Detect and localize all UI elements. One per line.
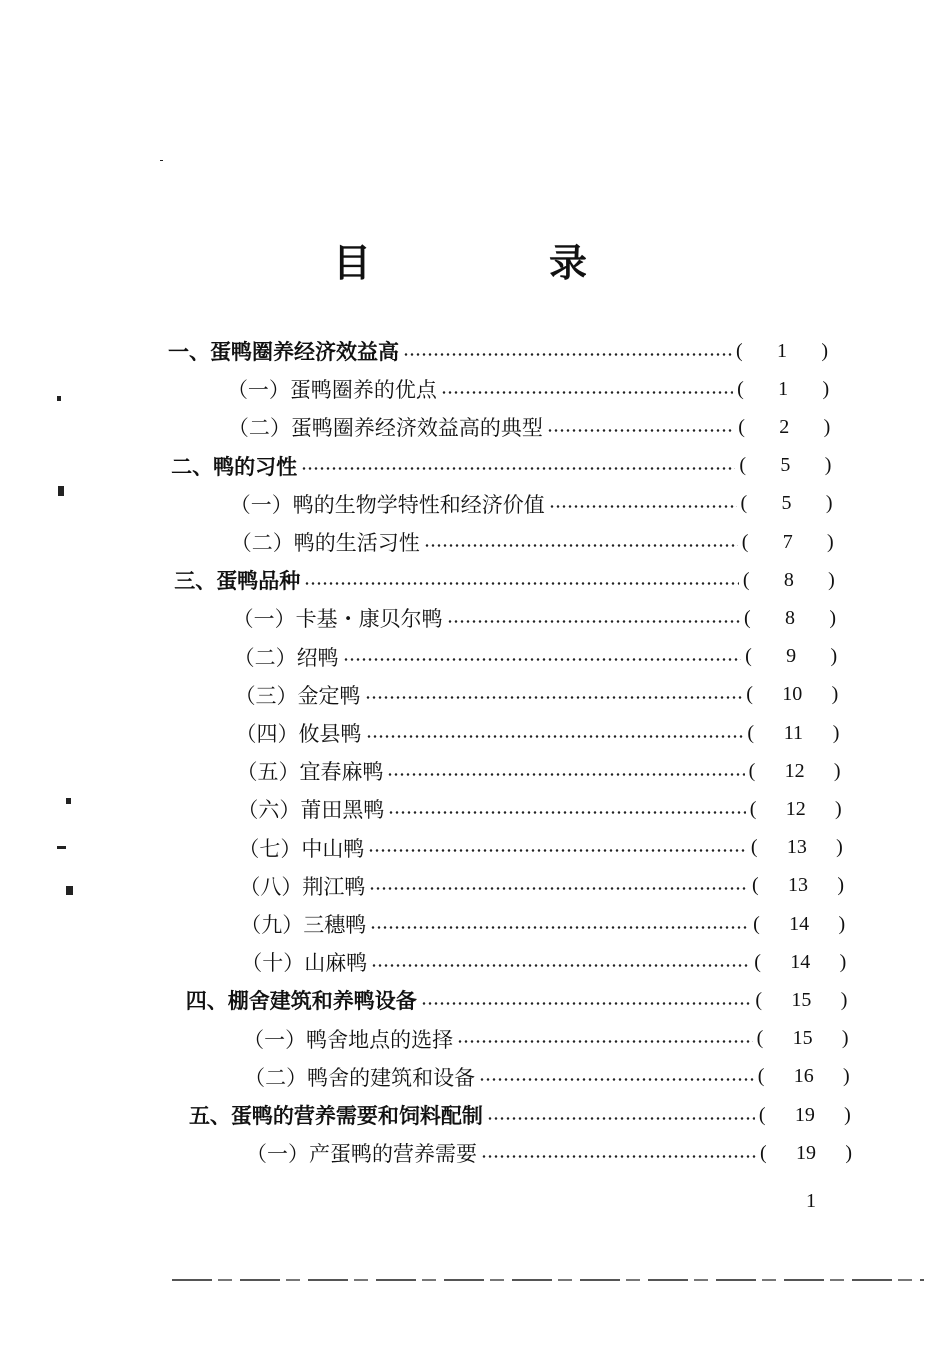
scan-speck: [58, 486, 64, 496]
toc-entry-label: （四）攸县鸭: [235, 722, 362, 746]
dot-leader: [441, 391, 733, 394]
toc-entry-label: （二）鸭舍的建筑和设备: [244, 1065, 476, 1090]
toc-entry-page: [738, 416, 830, 439]
toc-entry-label: （一）鸭舍地点的选择: [243, 1027, 454, 1052]
paren-open: (: [753, 912, 760, 935]
paren-open: (: [741, 530, 749, 553]
paren-close: ): [845, 1141, 852, 1164]
toc-entry-label: 一、蛋鸭圈养经济效益高: [168, 339, 399, 364]
page-number: 1: [806, 1190, 816, 1212]
toc-entry: [168, 332, 828, 370]
toc-entry-page: [743, 569, 835, 592]
dot-leader: [369, 887, 748, 890]
toc-entry-page: [747, 722, 839, 745]
toc-entry: [246, 1134, 852, 1172]
toc-page-number: 12: [784, 759, 805, 782]
toc-entry: [241, 943, 846, 981]
paren-close: ): [828, 568, 835, 591]
toc-page-number: 13: [787, 874, 808, 897]
paren-close: ): [832, 721, 840, 744]
paren-open: (: [737, 377, 744, 400]
dot-leader: [424, 544, 738, 547]
toc-page-number: 10: [782, 683, 803, 706]
paren-open: (: [749, 797, 757, 820]
paren-open: (: [746, 683, 753, 706]
toc-entry-page: [737, 378, 829, 401]
toc-entry-label: （二）蛋鸭圈养经济效益高的典型: [227, 416, 543, 441]
paren-close: ): [839, 950, 847, 973]
dot-leader: [479, 1078, 754, 1081]
dot-leader: [487, 1117, 755, 1120]
dot-leader: [304, 582, 739, 585]
toc-entry-page: [752, 874, 844, 897]
paren-open: (: [757, 1065, 765, 1088]
paren-open: (: [747, 721, 755, 744]
toc-entry-label: （十）山麻鸭: [241, 951, 368, 976]
toc-entry-label: （八）荆江鸭: [239, 874, 366, 899]
toc-entry: [239, 867, 844, 905]
paren-close: ): [843, 1065, 850, 1088]
paren-open: (: [755, 988, 763, 1011]
paren-close: ): [838, 912, 846, 935]
toc-entry-page: [744, 607, 836, 630]
scan-speck: [66, 886, 73, 895]
toc-entry-page: [736, 340, 828, 363]
paren-close: ): [841, 1027, 849, 1050]
paren-close: ): [824, 454, 832, 477]
scan-speck: [57, 846, 66, 849]
toc-entry-page: [759, 1104, 851, 1127]
page-title: 目 录: [332, 240, 657, 285]
dot-leader: [447, 620, 740, 623]
scan-speck: [57, 396, 61, 401]
toc-entry-label: 五、蛋鸭的营养需要和饲料配制: [188, 1103, 483, 1128]
toc-entry: [244, 1058, 850, 1096]
toc-entry: [230, 485, 833, 523]
toc-page-number: 19: [794, 1103, 815, 1126]
toc-entry: [189, 1096, 851, 1134]
toc-entry-page: [755, 989, 847, 1012]
paren-close: ): [835, 797, 842, 820]
toc-entry: [231, 523, 834, 561]
paren-close: ): [840, 988, 848, 1011]
toc-page-number: 14: [789, 912, 810, 935]
toc-entry: [240, 905, 845, 943]
toc-entry-label: （六）莆田黑鸭: [237, 798, 385, 823]
paren-close: ): [837, 874, 844, 897]
toc-entry: [227, 370, 829, 408]
paren-open: (: [756, 1027, 764, 1050]
toc-page-number: 2: [779, 415, 790, 438]
dot-leader: [368, 849, 746, 852]
paren-open: (: [758, 1103, 766, 1126]
dot-leader: [547, 429, 734, 432]
dot-leader: [301, 467, 735, 470]
toc-entry-page: [745, 645, 837, 668]
paren-open: (: [742, 568, 750, 591]
paren-open: (: [754, 950, 761, 973]
toc-entry-page: [739, 454, 831, 477]
toc-entry: [186, 981, 848, 1019]
paren-open: (: [743, 606, 751, 629]
paren-close: ): [825, 492, 833, 515]
toc-page-number: 11: [783, 721, 804, 744]
toc-entry-page: [754, 951, 846, 974]
toc-entry: [174, 561, 835, 599]
toc-entry: [243, 1020, 848, 1058]
toc-entry-page: [760, 1142, 852, 1165]
scan-speck: [160, 160, 163, 161]
toc-page-number: 14: [790, 950, 811, 973]
toc-page-number: 13: [786, 836, 807, 859]
paren-close: ): [822, 377, 830, 400]
paren-open: (: [751, 874, 759, 897]
toc-entry-label: （二）鸭的生活习性: [230, 531, 420, 555]
paren-close: ): [830, 645, 838, 668]
toc-entry-label: 三、蛋鸭品种: [174, 568, 301, 594]
toc-page-number: 19: [796, 1141, 816, 1164]
toc-entry: [235, 676, 839, 714]
toc-entry: [234, 638, 838, 676]
dot-leader: [343, 658, 742, 661]
paren-open: (: [750, 836, 758, 859]
toc-entry-label: 二、鸭的习性: [171, 453, 298, 479]
toc-entry-page: [749, 760, 841, 783]
scan-edge-line: [172, 1279, 924, 1281]
toc-page-number: 1: [777, 339, 787, 362]
toc-entry-label: （五）宜春麻鸭: [236, 760, 384, 785]
toc-entry: [237, 790, 841, 828]
toc-entry: [171, 447, 831, 485]
dot-leader: [457, 1040, 752, 1043]
paren-open: (: [745, 645, 752, 668]
toc-page-number: 5: [781, 492, 792, 515]
toc-entry-page: [742, 531, 834, 554]
dot-leader: [403, 353, 732, 356]
paren-close: ): [844, 1103, 851, 1126]
toc-page-number: 5: [780, 454, 791, 477]
dot-leader: [421, 1002, 752, 1005]
toc-page-number: 15: [792, 1027, 813, 1050]
toc-entry: [238, 829, 842, 867]
paren-close: ): [821, 339, 828, 362]
paren-open: (: [740, 492, 748, 515]
toc-page-number: 12: [785, 797, 806, 820]
dot-leader: [387, 773, 744, 776]
toc-page-number: 16: [793, 1065, 814, 1088]
paren-open: (: [736, 339, 743, 362]
dot-leader: [370, 926, 749, 929]
toc-page-number: 8: [784, 606, 795, 629]
paren-close: ): [831, 683, 839, 706]
toc-entry-page: [758, 1065, 850, 1088]
toc-entry-label: （二）绍鸭: [233, 645, 339, 670]
toc-entry-label: （一）蛋鸭圈养的优点: [226, 378, 437, 403]
toc-entry-page: [746, 683, 838, 706]
toc-entry-label: （一）鸭的生物学特性和经济价值: [229, 492, 545, 517]
paren-open: (: [739, 454, 747, 477]
toc-entry-page: [741, 492, 833, 515]
dot-leader: [481, 1155, 756, 1158]
scan-speck: [66, 798, 71, 804]
paren-close: ): [836, 836, 843, 859]
toc-entry-label: （七）中山鸭: [238, 836, 365, 861]
toc-entry-label: （九）三穗鸭: [240, 913, 367, 937]
toc-entry-page: [751, 836, 843, 859]
toc-entry: [233, 599, 836, 637]
toc-entry-label: 四、棚舍建筑和养鸭设备: [185, 988, 417, 1014]
toc-page-number: 7: [782, 530, 793, 553]
paren-open: (: [738, 415, 745, 438]
toc-page-number: 9: [786, 645, 797, 668]
paren-close: ): [827, 530, 834, 553]
toc-entry-page: [757, 1027, 849, 1050]
dot-leader: [371, 964, 750, 967]
toc-page-number: 1: [778, 377, 789, 400]
paren-open: (: [748, 759, 756, 782]
dot-leader: [366, 735, 744, 738]
toc-entry: [228, 408, 830, 446]
toc-entry: [236, 714, 840, 752]
toc-entry-label: （一）产蛋鸭的营养需要: [246, 1142, 477, 1167]
dot-leader: [388, 811, 745, 814]
dot-leader: [365, 696, 743, 699]
toc-entry: [236, 752, 840, 790]
paren-close: ): [823, 415, 831, 438]
toc-entry-page: [750, 798, 842, 821]
paren-open: (: [760, 1141, 767, 1164]
toc-entry-label: （三）金定鸭: [234, 683, 361, 708]
toc-page-number: 15: [791, 988, 812, 1011]
dot-leader: [549, 505, 737, 508]
paren-close: ): [829, 606, 836, 629]
toc-page-number: 8: [783, 568, 794, 591]
paren-close: ): [833, 759, 841, 782]
toc-entry-label: （一）卡基・康贝尔鸭: [232, 607, 443, 632]
toc-entry-page: [753, 913, 845, 936]
